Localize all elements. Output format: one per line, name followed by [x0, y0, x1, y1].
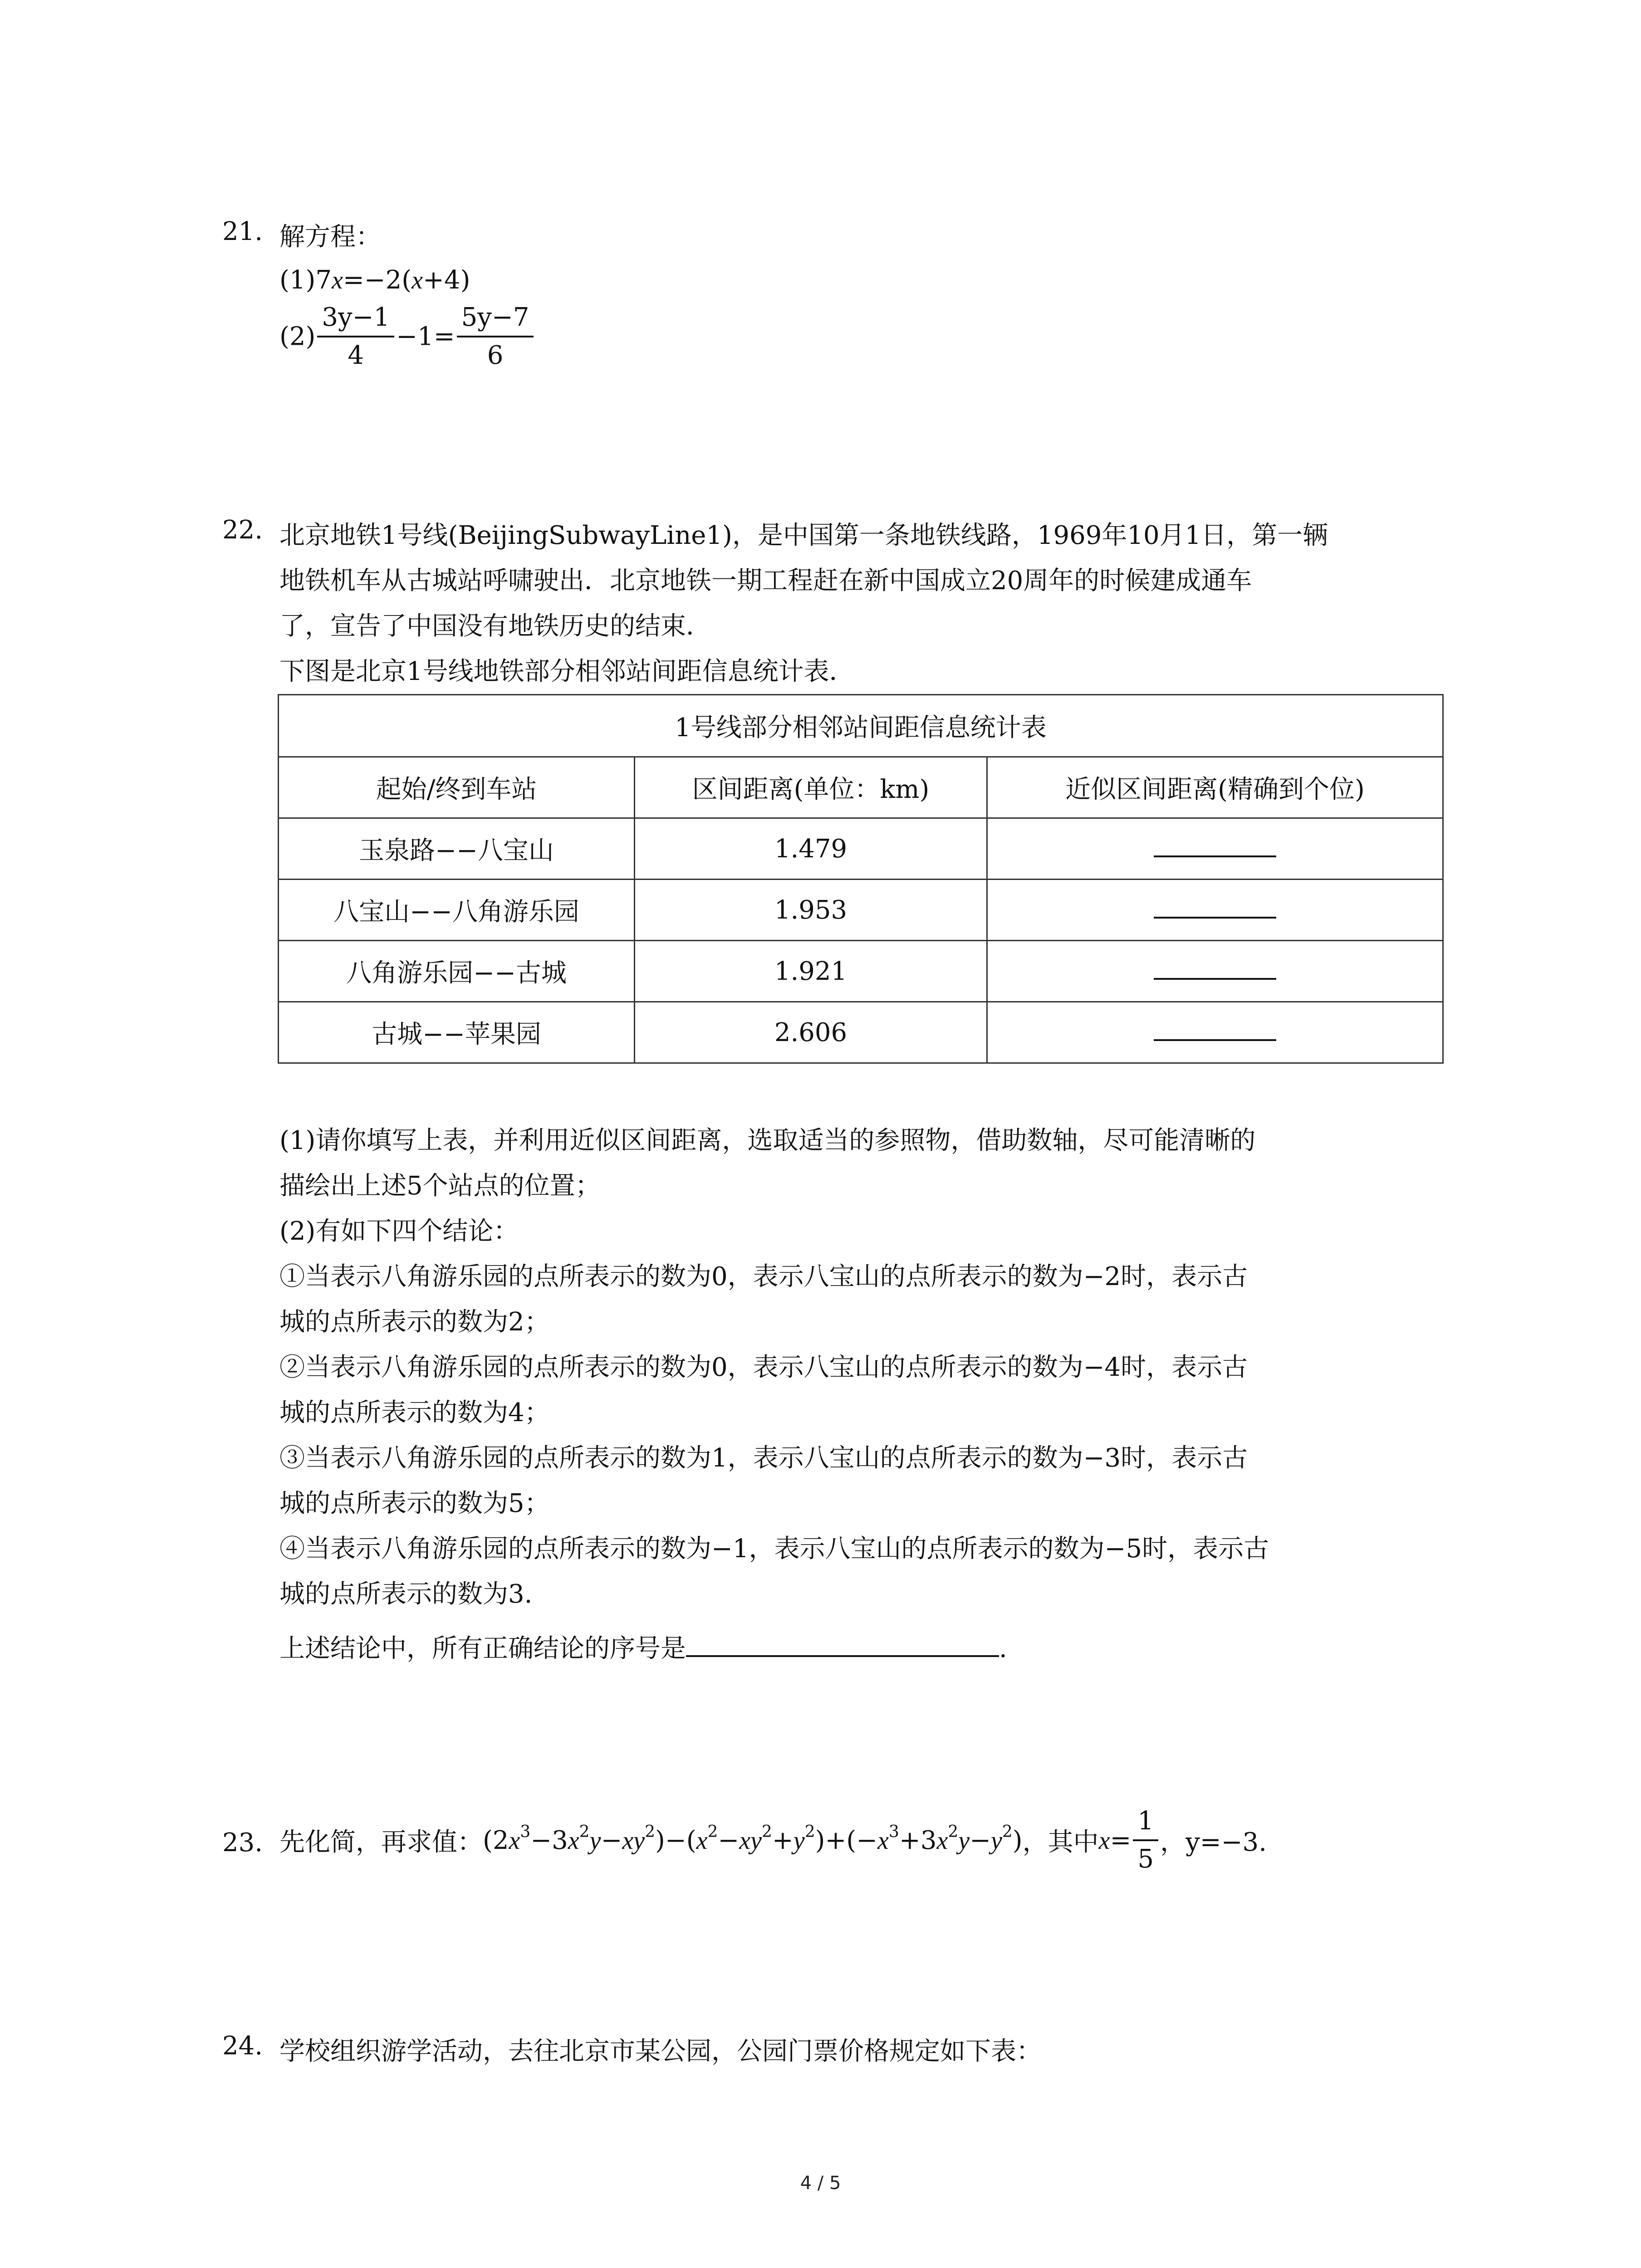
table-row — [279, 1002, 1443, 1063]
table-cell-distance: 1.921 — [635, 941, 987, 1002]
q23-fraction — [1133, 1803, 1158, 1877]
q23-tail: ，y=−3. — [1160, 1828, 1267, 1857]
q23-fraction-denominator: 5 — [1137, 1844, 1154, 1874]
q23-x-equals: x= — [1098, 1825, 1132, 1855]
table-cell-distance: 2.606 — [635, 1002, 987, 1063]
q22-conclusion4-line2: 城的点所表示的数为3. — [279, 1579, 533, 1609]
q24-text: 学校组织游学活动，去往北京市某公园，公园门票价格规定如下表： — [279, 2037, 1042, 2066]
table-caption: 1号线部分相邻站间距信息统计表 — [279, 695, 1443, 757]
q23-line — [279, 1803, 1267, 1877]
table-cell-station: 八角游乐园−−古城 — [279, 941, 635, 1002]
q21-fraction-right-numerator: 5y−7 — [457, 299, 534, 337]
q22-intro-line2: 地铁机车从古城站呼啸驶出．北京地铁一期工程赶在新中国成立20周年的时候建成通车 — [279, 566, 1252, 596]
table-cell-approx — [987, 1002, 1443, 1063]
q21-fraction-right — [457, 299, 534, 374]
table-cell-distance: 1.479 — [635, 818, 987, 880]
q23-lead: 先化简，再求值： — [279, 1828, 483, 1857]
q24-number: 24. — [222, 2031, 263, 2061]
q22-intro-line1: 北京地铁1号线(BeijingSubwayLine1)，是中国第一条地铁线路，1969年10月1日，第一辆 — [279, 521, 1328, 550]
q22-conclusion3-line1: ③当表示八角游乐园的点所表示的数为1，表示八宝山的点所表示的数为−3时，表示古 — [279, 1443, 1248, 1473]
q21-part1-label: (1) — [279, 265, 316, 295]
table-cell-approx — [987, 880, 1443, 941]
q22-conclusion2-line1: ②当表示八角游乐园的点所表示的数为0，表示八宝山的点所表示的数为−4时，表示古 — [279, 1353, 1248, 1382]
table-header-station: 起始/终到车站 — [279, 757, 635, 818]
q22-conclusion1-line2: 城的点所表示的数为2； — [279, 1307, 550, 1337]
q21-number: 21. — [222, 217, 263, 246]
q23-fraction-numerator: 1 — [1133, 1803, 1158, 1841]
table-row — [279, 818, 1443, 880]
q21-part2-middle: −1= — [396, 322, 455, 352]
answer-blank — [686, 1632, 999, 1657]
distance-table — [278, 694, 1444, 1064]
page-number: 4 / 5 — [800, 2173, 841, 2194]
table-row — [279, 880, 1443, 941]
table-cell-station: 八宝山−−八角游乐园 — [279, 880, 635, 941]
table-cell-distance: 1.953 — [635, 880, 987, 941]
q21-fraction-right-denominator: 6 — [487, 341, 504, 370]
q21-fraction-left-numerator: 3y−1 — [317, 299, 394, 337]
q22-conclusion4-line1: ④当表示八角游乐园的点所表示的数为−1，表示八宝山的点所表示的数为−5时，表示古 — [279, 1534, 1269, 1564]
table-row — [279, 941, 1443, 1002]
q22-answer-end: . — [999, 1634, 1007, 1663]
q21-fraction-left-denominator: 4 — [348, 341, 364, 370]
answer-blank — [1154, 897, 1276, 919]
answer-blank — [1154, 1019, 1276, 1041]
q21-part2 — [279, 299, 535, 374]
q23-condition: ，其中 — [1022, 1828, 1099, 1857]
q22-answer-prompt: 上述结论中，所有正确结论的序号是 — [279, 1634, 686, 1663]
q22-conclusion2-line2: 城的点所表示的数为4； — [279, 1398, 550, 1427]
table-cell-station: 玉泉路−−八宝山 — [279, 818, 635, 880]
q22-sub1-line1: (1)请你填写上表，并利用近似区间距离，选取适当的参照物，借助数轴，尽可能清晰的 — [279, 1126, 1256, 1155]
q21-part2-label: (2) — [279, 322, 316, 352]
q22-sub2-title: (2)有如下四个结论： — [279, 1217, 519, 1246]
q22-intro-line4: 下图是北京1号线地铁部分相邻站间距信息统计表． — [279, 657, 855, 686]
table-header-distance: 区间距离(单位：km) — [635, 757, 987, 818]
q22-intro-line3: 了，宣告了中国没有地铁历史的结束． — [279, 611, 711, 641]
q21-fraction-left — [317, 299, 394, 374]
answer-blank — [1154, 958, 1276, 980]
table-header-approx: 近似区间距离(精确到个位) — [987, 757, 1443, 818]
table-cell-approx — [987, 818, 1443, 880]
q23-number: 23. — [222, 1828, 263, 1857]
q23-expression: $(2x^3-3x^2y-xy^2)-(x^2-xy^2+y^2)+(-x^3+3x^2y-y^2)$ — [483, 1822, 1023, 1855]
q22-conclusion3-line2: 城的点所表示的数为5； — [279, 1489, 550, 1518]
q21-title: 解方程： — [279, 222, 381, 252]
q22-number: 22. — [222, 515, 263, 545]
q22-sub1-line2: 描绘出上述5个站点的位置； — [279, 1171, 601, 1201]
answer-blank — [1154, 836, 1276, 857]
table-cell-approx — [987, 941, 1443, 1002]
q21-part1-equation: 7x=−2(x+4) — [315, 265, 470, 295]
q21-part1 — [279, 265, 470, 295]
table-cell-station: 古城−−苹果园 — [279, 1002, 635, 1063]
q22-answer-line — [279, 1628, 1007, 1665]
q22-conclusion1-line1: ①当表示八角游乐园的点所表示的数为0，表示八宝山的点所表示的数为−2时，表示古 — [279, 1262, 1248, 1291]
